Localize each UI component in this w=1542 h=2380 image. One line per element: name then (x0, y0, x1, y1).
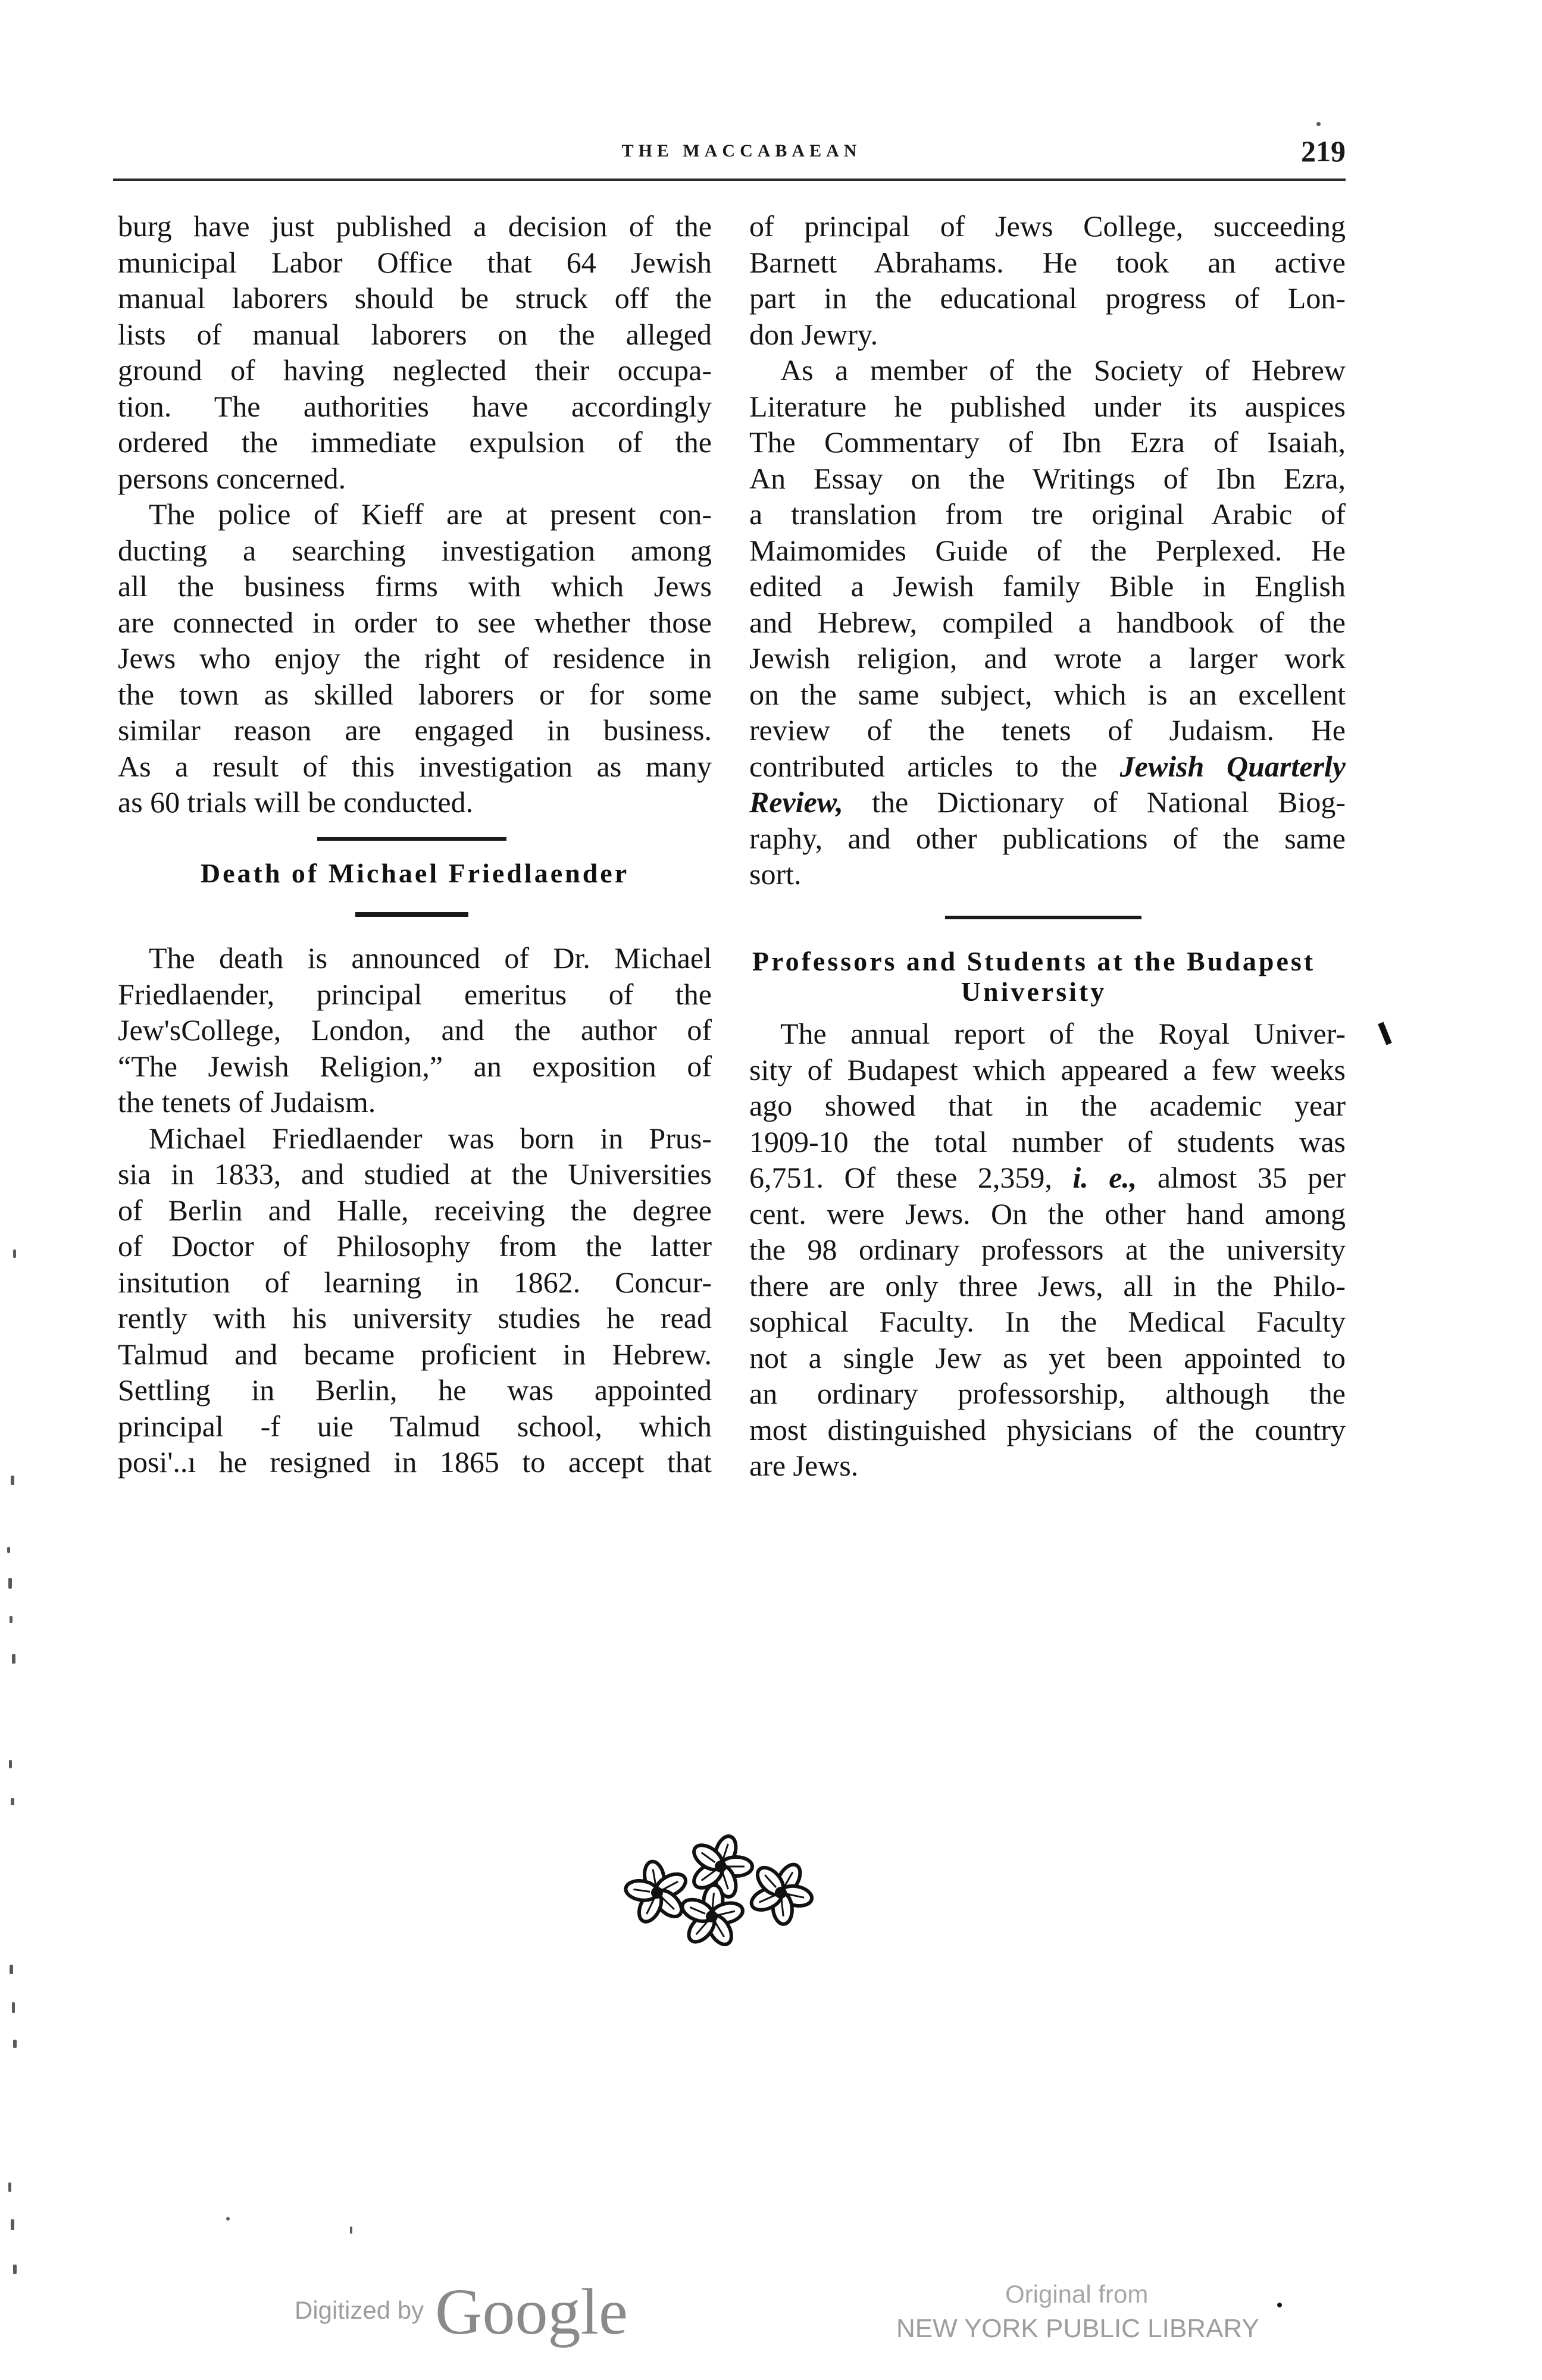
text-line: Talmud and became proficient in Hebrew. (118, 1337, 712, 1371)
text-line: review of the tenets of Judaism. He (749, 713, 1346, 747)
text-line: posi'..ı he resigned in 1865 to accept that (118, 1445, 712, 1479)
text-line: of principal of Jews College, succeeding (749, 209, 1346, 243)
text-line: persons concerned. (118, 461, 346, 495)
paragraph (749, 1016, 1346, 1484)
paragraph (118, 940, 712, 1120)
scan-speck (1277, 2303, 1282, 2307)
right-column-section-text (749, 1016, 1346, 1484)
text-line: Jews who enjoy the right of residence in (118, 641, 712, 675)
text-line: sort. (749, 857, 802, 891)
scan-speck (12, 1654, 15, 1664)
italic-text: i. e., (1072, 1161, 1137, 1194)
paragraph (118, 496, 712, 821)
text-line: sia in 1833, and studied at the Universities (118, 1157, 712, 1191)
text-line: the tenets of Judaism. (118, 1085, 376, 1119)
text-line: an ordinary professorship, although the (749, 1377, 1346, 1410)
scan-speck (7, 1547, 10, 1553)
scan-speck (8, 1578, 12, 1589)
text-line: lists of manual laborers on the alleged (118, 317, 712, 351)
running-title: THE MACCABAEAN (621, 141, 862, 161)
digitized-by-label: Digitized by (295, 2296, 424, 2324)
text-line: of Doctor of Philosophy from the latter (118, 1229, 712, 1263)
text-line: Settling in Berlin, he was appointed (118, 1373, 712, 1407)
scan-speck (350, 2226, 352, 2234)
italic-text: Review, (749, 785, 843, 819)
text-line: cent. were Jews. On the other hand among (749, 1197, 1346, 1230)
text-line: ordered the immediate expulsion of the (118, 425, 712, 459)
left-column-section-text (118, 940, 712, 1480)
text-run: almost 35 per (1137, 1161, 1346, 1194)
text-line: Friedlaender, principal emeritus of the (118, 977, 712, 1011)
text-line: sity of Budapest which appeared a few weeks (749, 1053, 1346, 1086)
section-divider (355, 912, 468, 917)
text-line: principal -f uie Talmud school, which (118, 1409, 712, 1443)
text-line: Jewish religion, and wrote a larger work (749, 641, 1346, 675)
text-line: of Berlin and Halle, receiving the degree (118, 1193, 712, 1227)
text-line (749, 749, 1346, 785)
margin-mark (1378, 1022, 1392, 1045)
paragraph (749, 352, 1346, 892)
text-run: 6,751. Of these 2,359, (749, 1161, 1073, 1194)
text-line: Jew'sCollege, London, and the author of (118, 1013, 712, 1047)
text-line: Barnett Abrahams. He took an active (749, 245, 1346, 279)
header-rule (113, 178, 1346, 181)
section-divider (945, 916, 1141, 919)
text-line: don Jewry. (749, 317, 878, 351)
text-line: The annual report of the Royal Univer- (780, 1017, 1346, 1050)
text-line: “The Jewish Religion,” an exposition of (118, 1049, 712, 1083)
scan-speck (11, 2219, 14, 2230)
flower-icon (676, 1882, 747, 1950)
text-line: ago showed that in the academic year (749, 1089, 1346, 1122)
text-line: on the same subject, which is an excellent (749, 677, 1346, 711)
ornament (623, 1833, 817, 1950)
text-line: all the business firms with which Jews (118, 569, 712, 603)
paragraph (118, 1120, 712, 1480)
text-line: there are only three Jews, all in the Philo- (749, 1269, 1346, 1302)
scan-speck (13, 2265, 17, 2274)
text-line: rently with his university studies he read (118, 1301, 712, 1335)
text-line: Literature he published under its auspices (749, 389, 1346, 423)
text-line: most distinguished physicians of the country (749, 1413, 1346, 1446)
text-line: The Commentary of Ibn Ezra of Isaiah, (749, 425, 1346, 459)
right-column-top-text (749, 208, 1346, 892)
paragraph (749, 208, 1346, 352)
section-heading: Death of Michael Friedlaender (200, 858, 630, 888)
scan-speck (12, 2002, 15, 2013)
text-run: the Dictionary of National Biog- (843, 785, 1346, 819)
text-line: As a result of this investigation as many (118, 749, 712, 783)
page-number: 219 (1301, 134, 1346, 168)
text-line: similar reason are engaged in business. (118, 713, 712, 747)
text-line: part in the educational progress of Lon- (749, 281, 1346, 315)
google-logo: Google (435, 2275, 628, 2348)
text-line: not a single Jew as yet been appointed to (749, 1341, 1346, 1374)
text-line: and Hebrew, compiled a handbook of the (749, 605, 1346, 639)
scan-speck (10, 1965, 13, 1974)
scan-speck (13, 2040, 17, 2048)
heading-line: University (961, 976, 1107, 1007)
text-line (749, 1160, 1346, 1196)
text-run: contributed articles to the (749, 749, 1120, 783)
text-line: The police of Kieff are at present con- (149, 497, 712, 531)
text-line: edited a Jewish family Bible in English (749, 569, 1346, 603)
text-line: as 60 trials will be conducted. (118, 785, 474, 819)
scan-speck (1316, 122, 1321, 126)
italic-text: Jewish Quarterly (1119, 749, 1346, 783)
text-line (749, 784, 1346, 821)
scan-speck (13, 1250, 16, 1258)
text-line: The death is announced of Dr. Michael (149, 941, 712, 975)
text-line: sophical Faculty. In the Medical Faculty (749, 1305, 1346, 1338)
text-line: the 98 ordinary professors at the university (749, 1233, 1346, 1266)
original-from-label: Original from (1005, 2280, 1149, 2308)
text-line: ground of having neglected their occupa- (118, 353, 712, 387)
scan-speck (226, 2217, 230, 2221)
text-line: An Essay on the Writings of Ibn Ezra, (749, 461, 1346, 495)
heading-line: Professors and Students at the Budapest (752, 946, 1316, 976)
left-column-top-text (118, 208, 712, 821)
text-line: municipal Labor Office that 64 Jewish (118, 245, 712, 279)
library-name: NEW YORK PUBLIC LIBRARY (896, 2314, 1259, 2343)
text-line: ducting a searching investigation among (118, 533, 712, 567)
section-heading (749, 946, 1319, 1007)
text-line: tion. The authorities have accordingly (118, 389, 712, 423)
text-line: burg have just published a decision of the (118, 209, 712, 243)
text-line: As a member of the Society of Hebrew (780, 353, 1346, 387)
text-line: the town as skilled laborers or for some (118, 677, 712, 711)
scan-speck (8, 2182, 11, 2192)
section-divider (317, 837, 506, 841)
flower-icon (623, 1856, 695, 1929)
text-line: 1909-10 the total number of students was (749, 1125, 1346, 1158)
text-line: insitution of learning in 1862. Concur- (118, 1265, 712, 1299)
text-line: Michael Friedlaender was born in Prus- (149, 1121, 712, 1155)
scan-speck (10, 1616, 12, 1623)
text-line: are connected in order to see whether those (118, 605, 712, 639)
text-line: Maimomides Guide of the Perplexed. He (749, 533, 1346, 567)
paragraph (118, 208, 712, 496)
text-line: are Jews. (749, 1449, 859, 1482)
text-line: a translation from tre original Arabic of (749, 497, 1346, 531)
scan-speck (9, 1760, 12, 1768)
text-line: manual laborers should be struck off the (118, 281, 712, 315)
scan-speck (11, 1476, 14, 1485)
scan-speck (11, 1798, 14, 1805)
text-line: raphy, and other publications of the same (749, 821, 1346, 855)
